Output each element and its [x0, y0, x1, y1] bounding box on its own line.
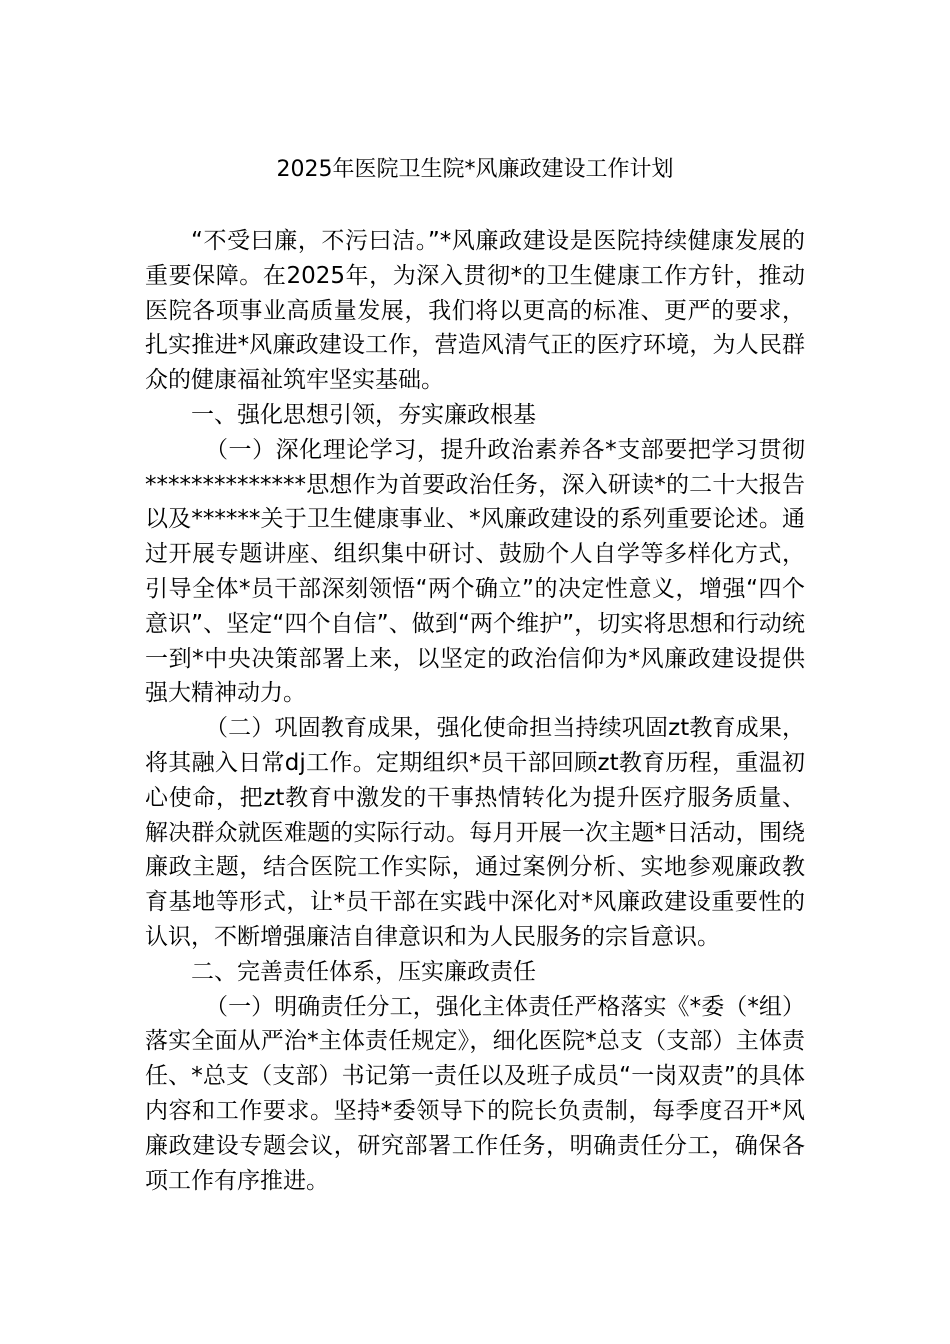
section-paragraph: （二）巩固教育成果，强化使命担当持续巩固zt教育成果，将其融入日常dj工作。定期组织*员干部回顾zt教育历程，重温初心使命，把zt教育中激发的干事热情转化为提升医疗服务质量、解决群众就医难题的实际行动。每月开展一次主题*日活动，围绕廉政主题，结合医院工作实际，通过案例分析、实地参观廉政教育基地等形式，让*员干部在实践中深化对*风廉政建设重要性的认识，不断增强廉洁自律意识和为人民服务的宗旨意识。 — [145, 715, 805, 950]
section-heading: 二、完善责任体系，压实廉政责任 — [191, 958, 536, 985]
section-paragraph: （一）明确责任分工，强化主体责任严格落实《*委（*组）落实全面从严治*主体责任规定》，细化医院*总支（支部）主体责任、*总支（支部）书记第一责任以及班子成员“一岗双责”的具体内容和工作要求。坚持*委领导下的院长负责制，每季度召开*风廉政建设专题会议，研究部署工作任务，明确责任分工，确保各项工作有序推进。 — [145, 993, 805, 1194]
document-title: 2025年医院卫生院*风廉政建设工作计划 — [276, 157, 674, 182]
section-paragraph: （一）深化理论学习，提升政治素养各*支部要把学习贯彻**************思想作为首要政治任务，深入研读*的二十大报告以及******关于卫生健康事业、*风廉政建设的系列重要论述。通过开展专题讲座、组织集中研讨、鼓励个人自学等多样化方式，引导全体*员干部深刻领悟“两个确立”的决定性意义，增强“四个意识”、坚定“四个自信”、做到“两个维护”，切实将思想和行动统一到*中央决策部署上来，以坚定的政治信仰为*风廉政建设提供强大精神动力。 — [145, 436, 805, 707]
intro-paragraph: “不受曰廉，不污曰洁。”*风廉政建设是医院持续健康发展的重要保障。在2025年，为深入贯彻*的卫生健康工作方针，推动医院各项事业高质量发展，我们将以更高的标准、更严的要求，扎实推进*风廉政建设工作，营造风清气正的医疗环境，为人民群众的健康福祉筑牢坚实基础。 — [145, 228, 805, 394]
section-heading: 一、强化思想引领，夯实廉政根基 — [191, 401, 536, 428]
document-body — [145, 224, 805, 1198]
